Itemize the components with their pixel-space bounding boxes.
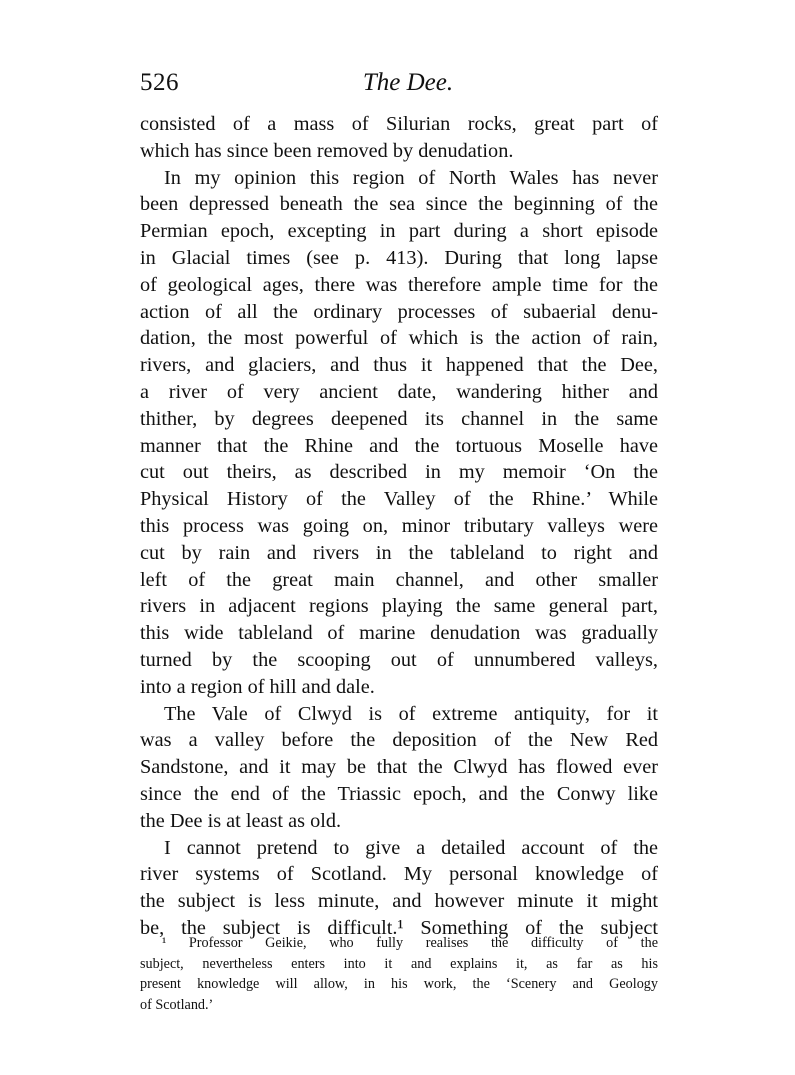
- text-line: this wide tableland of marine denudation was gradually: [140, 622, 658, 645]
- text-line: been depressed beneath the sea since the beginning of the: [140, 193, 658, 216]
- body-text: [140, 111, 658, 942]
- text-line: river systems of Scotland. My personal knowledge of: [140, 863, 658, 886]
- page-header: [140, 66, 660, 100]
- text-line: The Vale of Clwyd is of extreme antiquity, for it: [164, 702, 658, 725]
- text-line: dation, the most powerful of which is the action of rain,: [140, 327, 658, 350]
- text-line: turned by the scooping out of unnumbered valleys,: [140, 648, 658, 671]
- text-line: thither, by degrees deepened its channel in the same: [140, 407, 658, 430]
- text-line: a river of very ancient date, wandering hither and: [140, 380, 658, 403]
- text-line: Permian epoch, excepting in part during a short episode: [140, 220, 658, 243]
- text-line: cut out theirs, as described in my memoir ‘On the: [140, 461, 658, 484]
- footnote-line: of Scotland.’: [140, 996, 214, 1013]
- text-line: of geological ages, there was therefore ample time for the: [140, 273, 658, 296]
- text-line: was a valley before the deposition of the New Red: [140, 729, 658, 752]
- text-line: into a region of hill and dale.: [140, 675, 375, 698]
- text-line: the Dee is at least as old.: [140, 809, 342, 832]
- text-line: rivers in adjacent regions playing the same general part,: [140, 595, 658, 618]
- text-line: rivers, and glaciers, and thus it happened that the Dee,: [140, 354, 658, 377]
- text-line: consisted of a mass of Silurian rocks, great part of: [140, 113, 658, 135]
- text-line: the subject is less minute, and however minute it might: [140, 890, 658, 913]
- page-number: 526: [140, 69, 179, 96]
- footnote-line: subject, nevertheless enters into it and explains it, as far as his: [140, 955, 658, 972]
- text-line: left of the great main channel, and other smaller: [140, 568, 658, 591]
- running-title: The Dee.: [362, 69, 454, 96]
- text-line: action of all the ordinary processes of subaerial denu-: [140, 300, 658, 323]
- text-line: I cannot pretend to give a detailed account of the: [164, 836, 658, 859]
- text-line: which has since been removed by denudation.: [140, 139, 514, 162]
- footnote-line: present knowledge will allow, in his work, the ‘Scenery and Geology: [140, 976, 658, 993]
- text-line: cut by rain and rivers in the tableland to right and: [140, 541, 658, 564]
- text-line: Physical History of the Valley of the Rhine.’ While: [140, 488, 658, 511]
- text-line: in Glacial times (see p. 413). During that long lapse: [140, 246, 658, 269]
- footnote-line: ¹ Professor Geikie, who fully realises the difficulty of the: [162, 935, 658, 951]
- text-line: be, the subject is difficult.¹ Something of the subject: [140, 916, 658, 939]
- text-line: this process was going on, minor tributary valleys were: [140, 514, 658, 537]
- text-line: In my opinion this region of North Wales has never: [164, 166, 658, 189]
- text-line: Sandstone, and it may be that the Clwyd has flowed ever: [140, 756, 658, 779]
- text-line: since the end of the Triassic epoch, and the Conwy like: [140, 782, 658, 805]
- footnote: [140, 933, 658, 1015]
- text-line: manner that the Rhine and the tortuous Moselle have: [140, 434, 658, 457]
